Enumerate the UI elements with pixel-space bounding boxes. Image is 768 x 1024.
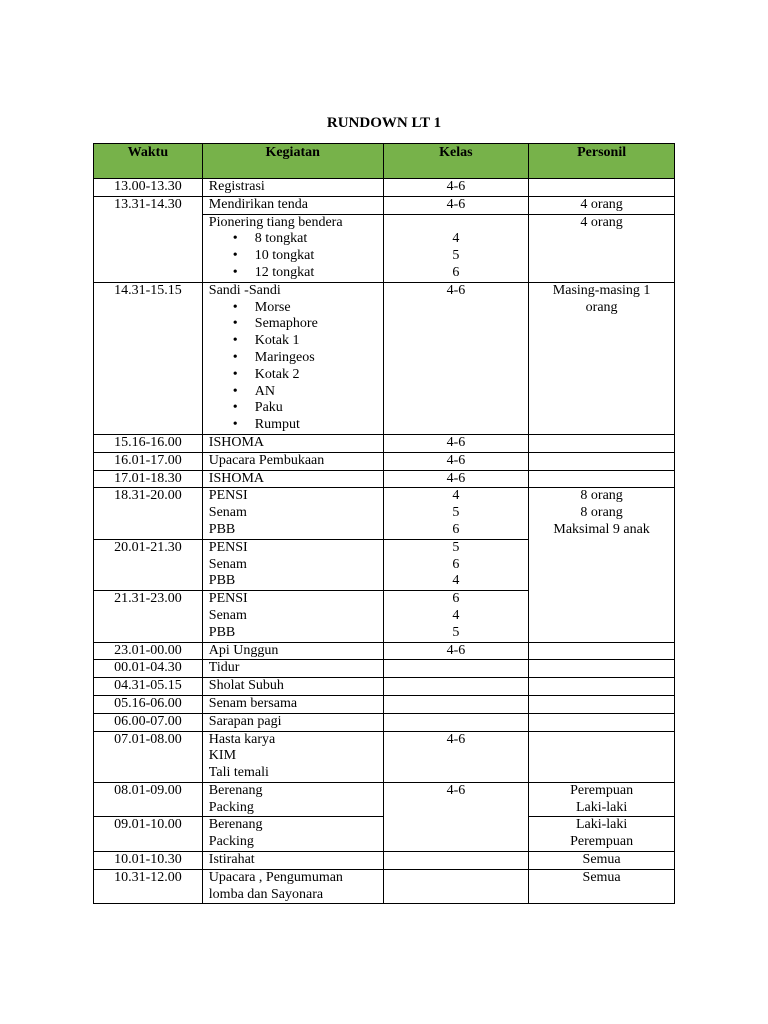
kegiatan-line: PBB xyxy=(208,624,236,640)
kelas-line: 5 xyxy=(452,505,460,521)
cell-waktu: 16.01-17.00 xyxy=(94,452,203,470)
cell-personil xyxy=(529,678,675,696)
kelas-line: 4 xyxy=(452,488,460,504)
personil-line: 8 orang xyxy=(580,505,623,521)
cell-kegiatan xyxy=(202,731,383,782)
cell-waktu: 13.31-14.30 xyxy=(94,196,203,282)
kegiatan-line: PBB xyxy=(208,573,236,589)
kegiatan-line: PENSI xyxy=(208,591,248,607)
kegiatan-line: Pionering tiang bendera xyxy=(208,214,343,230)
cell-kegiatan: Upacara Pembukaan xyxy=(202,452,383,470)
cell-personil xyxy=(529,179,675,197)
kegiatan-line: Senam xyxy=(208,607,247,623)
cell-personil: Semua xyxy=(529,869,675,904)
cell-waktu: 13.00-13.30 xyxy=(94,179,203,197)
cell-personil: Semua xyxy=(529,852,675,870)
kegiatan-line: Tali temali xyxy=(208,765,269,781)
cell-kelas: 4-6 xyxy=(383,642,529,660)
table-row xyxy=(94,782,675,817)
cell-waktu: 14.31-15.15 xyxy=(94,282,203,434)
cell-kelas: 4-6 xyxy=(383,434,529,452)
cell-kegiatan: Registrasi xyxy=(202,179,383,197)
kegiatan-line: PBB xyxy=(208,521,236,537)
cell-kegiatan: Istirahat xyxy=(202,852,383,870)
kegiatan-line: Hasta karya xyxy=(208,731,276,747)
cell-kelas: 4-6 xyxy=(383,470,529,488)
table-row xyxy=(94,470,675,488)
cell-personil xyxy=(529,817,675,852)
list-item: • Paku xyxy=(233,400,377,417)
cell-kegiatan: Tidur xyxy=(202,660,383,678)
cell-kegiatan xyxy=(202,214,383,282)
bullet-list xyxy=(209,231,377,281)
cell-kegiatan xyxy=(202,488,383,539)
list-item: • Kotak 1 xyxy=(233,333,377,350)
cell-kelas xyxy=(383,214,529,282)
cell-kelas xyxy=(383,660,529,678)
cell-kegiatan xyxy=(202,782,383,817)
cell-kegiatan: Sarapan pagi xyxy=(202,713,383,731)
header-kelas: Kelas xyxy=(383,144,529,179)
cell-personil xyxy=(529,660,675,678)
cell-kelas xyxy=(383,713,529,731)
table-row xyxy=(94,179,675,197)
personil-line: 8 orang xyxy=(580,488,623,504)
kegiatan-line: PENSI xyxy=(208,539,248,555)
kegiatan-line: Sandi -Sandi xyxy=(208,282,281,298)
kelas-line: 6 xyxy=(452,556,460,572)
cell-waktu: 17.01-18.30 xyxy=(94,470,203,488)
table-row xyxy=(94,434,675,452)
cell-personil xyxy=(529,731,675,782)
kelas-line: 4 xyxy=(452,573,460,589)
cell-kelas xyxy=(383,678,529,696)
header-waktu: Waktu xyxy=(94,144,203,179)
list-item: • Maringeos xyxy=(233,350,377,367)
table-row xyxy=(94,282,675,434)
cell-personil: 4 orang xyxy=(529,196,675,214)
cell-kelas xyxy=(383,591,529,642)
cell-personil xyxy=(529,695,675,713)
cell-kelas xyxy=(383,852,529,870)
kegiatan-line: Senam xyxy=(208,556,247,572)
cell-personil xyxy=(529,713,675,731)
cell-kelas: 4-6 xyxy=(383,782,529,851)
kegiatan-line: PENSI xyxy=(208,488,248,504)
cell-waktu: 21.31-23.00 xyxy=(94,591,203,642)
cell-kegiatan xyxy=(202,817,383,852)
page-title: RUNDOWN LT 1 xyxy=(326,115,442,131)
cell-kegiatan: Senam bersama xyxy=(202,695,383,713)
cell-kegiatan: Mendirikan tenda xyxy=(202,196,383,214)
kegiatan-line: lomba dan Sayonara xyxy=(208,886,324,902)
table-row xyxy=(94,713,675,731)
cell-kelas: 4-6 xyxy=(383,731,529,782)
kegiatan-line: Packing xyxy=(208,799,254,815)
cell-personil xyxy=(529,434,675,452)
cell-kelas: 4-6 xyxy=(383,179,529,197)
kelas-line: 4 xyxy=(452,231,460,247)
cell-kegiatan: ISHOMA xyxy=(202,470,383,488)
cell-personil: 4 orang xyxy=(529,214,675,282)
cell-waktu: 00.01-04.30 xyxy=(94,660,203,678)
cell-kelas xyxy=(383,695,529,713)
list-item: • Morse xyxy=(233,300,377,317)
cell-kegiatan xyxy=(202,869,383,904)
cell-personil xyxy=(529,452,675,470)
cell-personil xyxy=(529,782,675,817)
personil-line: Perempuan xyxy=(570,834,634,850)
cell-waktu: 08.01-09.00 xyxy=(94,782,203,817)
cell-kegiatan xyxy=(202,282,383,434)
list-item: • Rumput xyxy=(233,417,377,434)
list-item: • 12 tongkat xyxy=(233,265,377,282)
list-item: • 10 tongkat xyxy=(233,248,377,265)
kegiatan-line: Upacara , Pengumuman xyxy=(208,869,343,885)
table-row xyxy=(94,642,675,660)
kelas-line: 6 xyxy=(452,264,460,280)
kegiatan-line: Berenang xyxy=(208,782,263,798)
cell-kelas xyxy=(383,869,529,904)
table-row xyxy=(94,660,675,678)
list-item: • 8 tongkat xyxy=(233,231,377,248)
cell-waktu: 23.01-00.00 xyxy=(94,642,203,660)
cell-waktu: 10.31-12.00 xyxy=(94,869,203,904)
header-kegiatan: Kegiatan xyxy=(202,144,383,179)
table-row xyxy=(94,678,675,696)
kegiatan-line: KIM xyxy=(208,748,237,764)
cell-kegiatan xyxy=(202,539,383,590)
list-item: • AN xyxy=(233,384,377,401)
kelas-line: 5 xyxy=(452,539,460,555)
cell-kegiatan: ISHOMA xyxy=(202,434,383,452)
kegiatan-line: Packing xyxy=(208,834,254,850)
personil-line: Laki-laki xyxy=(575,817,628,833)
cell-personil xyxy=(529,488,675,642)
table-row xyxy=(94,452,675,470)
personil-line: Masing-masing 1 xyxy=(552,282,651,298)
cell-personil xyxy=(529,642,675,660)
list-item: • Semaphore xyxy=(233,316,377,333)
cell-waktu: 09.01-10.00 xyxy=(94,817,203,852)
bullet-list xyxy=(209,300,377,434)
personil-line: Perempuan xyxy=(570,782,634,798)
cell-personil xyxy=(529,470,675,488)
cell-kelas: 4-6 xyxy=(383,452,529,470)
cell-waktu: 18.31-20.00 xyxy=(94,488,203,539)
cell-personil xyxy=(529,282,675,434)
cell-kelas xyxy=(383,539,529,590)
table-row xyxy=(94,196,675,214)
cell-waktu: 15.16-16.00 xyxy=(94,434,203,452)
kegiatan-line: Berenang xyxy=(208,817,263,833)
cell-kelas: 4-6 xyxy=(383,282,529,434)
table-row xyxy=(94,852,675,870)
cell-kegiatan xyxy=(202,591,383,642)
cell-waktu: 20.01-21.30 xyxy=(94,539,203,590)
cell-waktu: 04.31-05.15 xyxy=(94,678,203,696)
table-row xyxy=(94,488,675,539)
personil-line: Maksimal 9 anak xyxy=(553,521,650,537)
table-row xyxy=(94,731,675,782)
cell-waktu: 05.16-06.00 xyxy=(94,695,203,713)
cell-waktu: 06.00-07.00 xyxy=(94,713,203,731)
kelas-line: 6 xyxy=(452,521,460,537)
kelas-line: 5 xyxy=(452,624,460,640)
table-row xyxy=(94,869,675,904)
kelas-line: 5 xyxy=(452,248,460,264)
cell-kelas: 4-6 xyxy=(383,196,529,214)
kelas-line: 4 xyxy=(452,607,460,623)
header-personil: Personil xyxy=(529,144,675,179)
cell-kelas xyxy=(383,488,529,539)
cell-waktu: 10.01-10.30 xyxy=(94,852,203,870)
table-header-row xyxy=(94,144,675,179)
personil-line: Laki-laki xyxy=(575,799,628,815)
cell-waktu: 07.01-08.00 xyxy=(94,731,203,782)
personil-line: orang xyxy=(585,299,618,315)
cell-kegiatan: Api Unggun xyxy=(202,642,383,660)
rundown-table xyxy=(93,143,675,904)
kegiatan-line: Senam xyxy=(208,505,247,521)
table-row xyxy=(94,695,675,713)
list-item: • Kotak 2 xyxy=(233,367,377,384)
cell-kegiatan: Sholat Subuh xyxy=(202,678,383,696)
kelas-line: 6 xyxy=(452,591,460,607)
